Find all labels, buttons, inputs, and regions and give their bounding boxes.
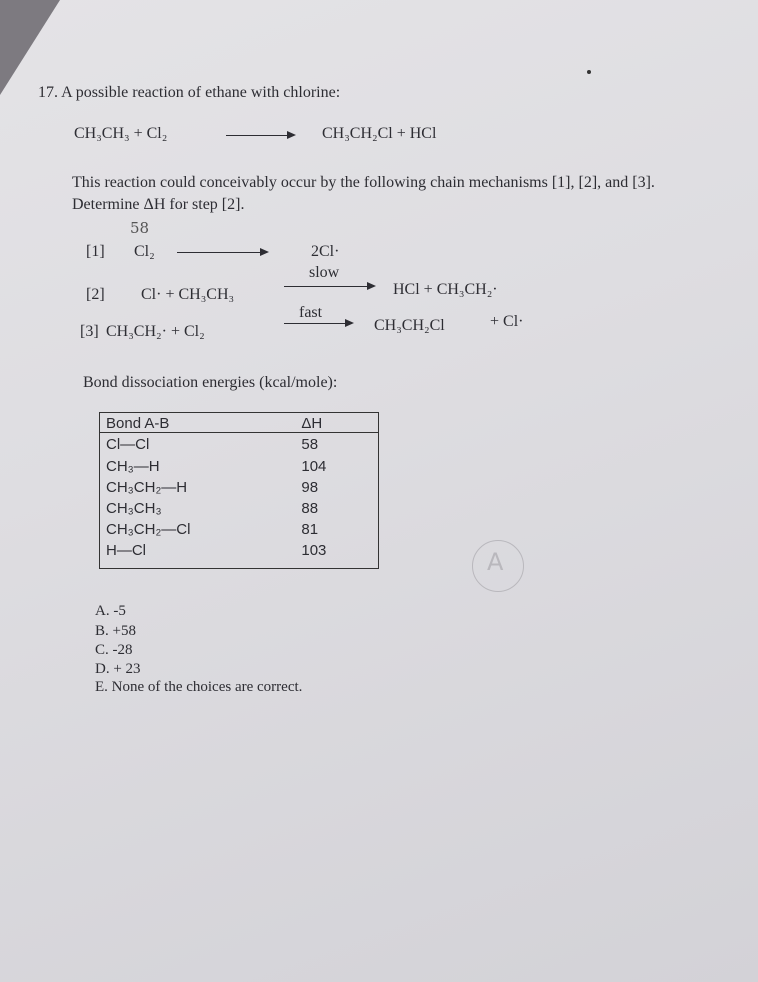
table-cell-dh: 58 — [301, 436, 319, 453]
table-header-row — [100, 413, 379, 433]
table-row — [100, 500, 379, 521]
table-cell-bond: H—Cl — [106, 541, 146, 559]
step2-arrow-label: slow — [309, 264, 340, 281]
table-cell-dh: 88 — [301, 499, 319, 517]
step1-products: 2Cl· — [311, 243, 340, 260]
table-header-dh: ΔH — [249, 413, 378, 433]
table-cell-bond: CH₃CH₃ — [106, 499, 162, 517]
overall-reactants: CH₃CH₃ + Cl₂ — [74, 125, 168, 142]
step3-reactants: CH₃CH₂· + Cl₂ — [106, 323, 205, 340]
choice-d[interactable]: D. + 23 — [95, 661, 141, 677]
bde-table — [99, 412, 379, 569]
overall-products: CH₃CH₂Cl + HCl — [322, 125, 437, 142]
table-row — [100, 521, 379, 542]
step3-arrow-label: fast — [299, 304, 323, 321]
table-cell-bond: Cl—Cl — [106, 436, 150, 453]
intro-line-2: Determine ΔH for step [2]. — [72, 196, 245, 213]
table-cell-bond: CH₃CH₂—Cl — [106, 520, 191, 538]
question-title: 17. A possible reaction of ethane with chlorine: — [38, 84, 341, 101]
step3-products-b: + Cl· — [490, 313, 524, 330]
step1-reactants: Cl₂ — [134, 243, 155, 260]
table-header-bond: Bond A-B — [100, 413, 250, 433]
choice-a[interactable]: A. -5 — [95, 603, 126, 619]
table-row — [100, 433, 379, 458]
table-row — [100, 458, 379, 479]
step3-label: [3] — [80, 323, 99, 340]
table-row — [100, 479, 379, 500]
step3-arrow — [284, 323, 352, 324]
table-cell-bond: CH₃—H — [106, 457, 160, 475]
choice-c[interactable]: C. -28 — [95, 642, 133, 658]
ink-dot — [587, 70, 591, 74]
step2-arrow — [284, 286, 374, 287]
bde-caption: Bond dissociation energies (kcal/mole): — [83, 374, 338, 391]
choice-b[interactable]: B. +58 — [95, 623, 136, 639]
intro-line-1: This reaction could conceivably occur by the following chain mechanisms [1], [2], and [3]. — [72, 174, 655, 191]
handwritten-answer: A — [487, 548, 504, 576]
step2-reactants: Cl· + CH₃CH₃ — [141, 286, 235, 303]
page-corner-shadow — [0, 0, 60, 95]
step1-label: [1] — [86, 243, 105, 260]
step3-products: CH₃CH₂Cl — [374, 317, 445, 334]
step2-products: HCl + CH₃CH₂· — [393, 281, 498, 298]
step1-arrow — [177, 252, 267, 253]
choice-e[interactable]: E. None of the choices are correct. — [95, 679, 303, 695]
table-cell-dh: 81 — [301, 520, 319, 538]
table-cell-dh: 104 — [301, 457, 327, 475]
overall-arrow — [226, 135, 294, 136]
table-cell-dh: 98 — [301, 478, 319, 496]
table-cell-dh: 103 — [301, 541, 327, 559]
table-row — [100, 542, 379, 569]
step2-label: [2] — [86, 286, 105, 303]
handwritten-note: 58 — [130, 219, 150, 237]
table-cell-bond: CH₃CH₂—H — [106, 478, 188, 496]
